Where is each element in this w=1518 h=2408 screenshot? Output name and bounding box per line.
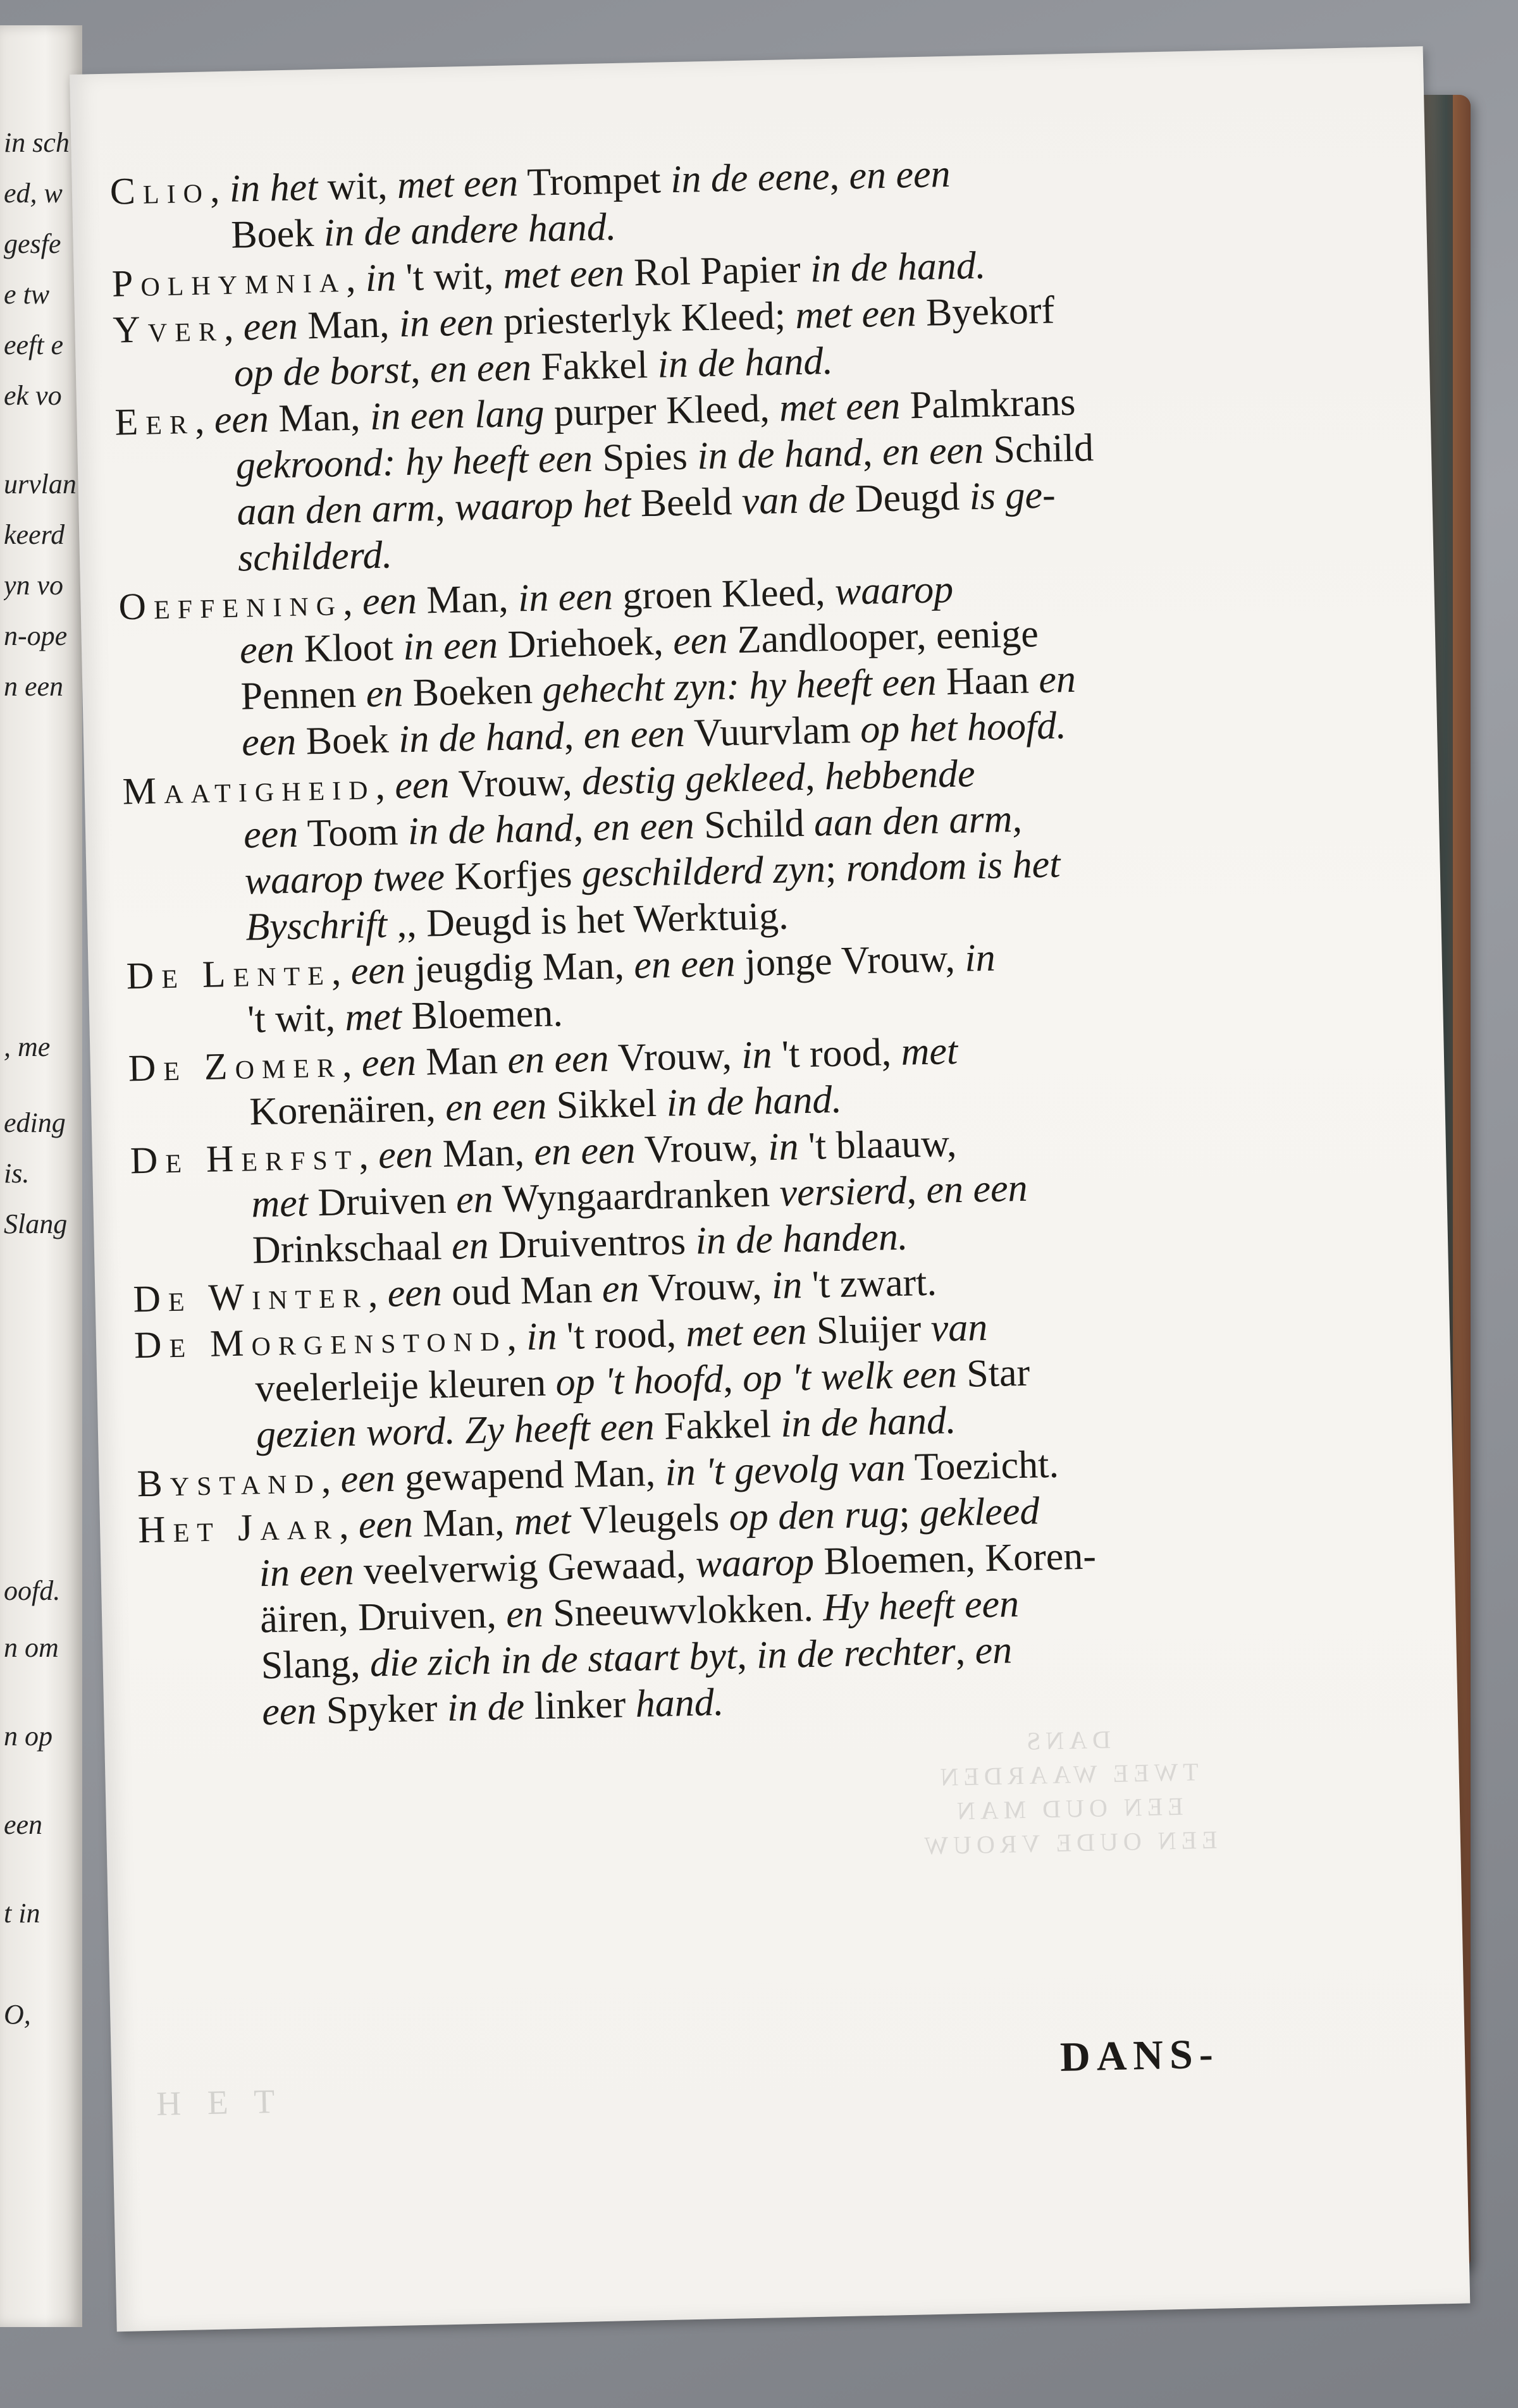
- text-segment: Toezicht.: [904, 1442, 1059, 1489]
- left-page-fragment: t in: [4, 1898, 40, 1929]
- text-segment: en een: [429, 345, 532, 391]
- entry-heading: De Winter: [132, 1273, 369, 1320]
- text-segment: in de hand.: [780, 1399, 957, 1446]
- text-segment: in een: [398, 300, 495, 346]
- entry-heading: Maatigheid: [122, 765, 376, 813]
- text-segment: ,: [209, 167, 230, 211]
- text-segment: met: [344, 995, 402, 1040]
- text-segment: een: [243, 812, 299, 857]
- text-segment: ,: [342, 1041, 362, 1086]
- text-segment: ,: [564, 714, 584, 758]
- text-segment: ,: [906, 1169, 927, 1212]
- text-segment: een: [243, 304, 299, 349]
- text-segment: een: [241, 720, 297, 765]
- text-segment: waarop: [695, 1540, 815, 1586]
- text-segment: Palmkrans: [899, 380, 1077, 427]
- text-segment: op den rug: [728, 1492, 900, 1539]
- text-segment: Druiven: [307, 1178, 457, 1225]
- text-segment: met een: [794, 292, 917, 338]
- text-segment: en een: [633, 942, 736, 987]
- text-segment: op de borst: [233, 348, 411, 395]
- text-segment: ,: [410, 348, 431, 391]
- text-segment: purper Kleed,: [543, 386, 780, 435]
- text-segment: Star: [956, 1351, 1030, 1396]
- text-segment: met: [250, 1181, 309, 1226]
- text-segment: hebbende: [824, 752, 976, 799]
- text-segment: Man,: [432, 1131, 535, 1176]
- text-segment: rondom is het: [845, 842, 1061, 890]
- text-segment: ,: [862, 431, 883, 474]
- text-segment: ,: [736, 1633, 757, 1678]
- show-through-text: DANS TWEE WAARDEN EEN OUD MAN EEN OUDE VROUW: [918, 1725, 1218, 1860]
- text-segment: en: [365, 672, 404, 716]
- entry-heading: De Morgenstond: [133, 1316, 507, 1367]
- text-segment: gezien word. Zy heeft een: [256, 1405, 655, 1457]
- left-page-fragment: in sch: [4, 127, 70, 158]
- text-segment: in een: [258, 1550, 355, 1595]
- text-segment: aan den arm: [236, 486, 436, 534]
- text-segment: Sluijer: [806, 1306, 932, 1353]
- text-segment: in de andere hand.: [323, 205, 617, 255]
- text-segment: Beeld: [630, 479, 743, 525]
- text-segment: in: [365, 256, 397, 300]
- text-segment: ,, Deugd is het Werktuig.: [386, 894, 789, 946]
- text-segment: in de hand: [407, 806, 574, 854]
- text-segment: Pennen: [240, 672, 367, 718]
- text-segment: in een lang: [369, 391, 545, 439]
- text-segment: ,: [358, 1134, 379, 1177]
- text-segment: 't rood,: [556, 1312, 687, 1358]
- text-segment: Sneeuwvlokken.: [543, 1586, 824, 1635]
- text-segment: een: [214, 397, 269, 442]
- text-segment: 't blaauw,: [798, 1122, 958, 1169]
- text-segment: in de handen.: [694, 1215, 909, 1263]
- text-segment: Zandlooper, eenige: [727, 612, 1039, 662]
- catchword: DANS-: [1059, 2030, 1220, 2080]
- text-segment: Wyngaardranken: [492, 1171, 781, 1221]
- text-segment: ,: [194, 398, 215, 442]
- text-segment: Deugd: [844, 475, 970, 521]
- text-segment: en een: [848, 152, 951, 198]
- text-segment: met: [514, 1499, 572, 1544]
- show-through-mark: H E T: [156, 2082, 284, 2123]
- left-page-fragment: n-ope: [4, 620, 68, 651]
- text-segment: Sikkel: [546, 1081, 667, 1127]
- text-segment: Vleugels: [570, 1496, 730, 1542]
- text-segment: Haan: [935, 658, 1039, 704]
- text-segment: ,: [331, 950, 352, 993]
- text-segment: Fakkel: [653, 1402, 782, 1449]
- text-segment: 't rood,: [771, 1030, 902, 1077]
- text-segment: oud Man: [441, 1267, 603, 1315]
- text-segment: Druiventros: [488, 1219, 696, 1267]
- text-segment: ,: [435, 486, 455, 530]
- text-segment: in de hand: [398, 714, 565, 761]
- text-segment: Man: [416, 1038, 509, 1084]
- text-segment: Kloot: [293, 625, 404, 671]
- text-segment: en een: [445, 1084, 547, 1129]
- left-page-fragment: e tw: [4, 279, 50, 310]
- text-segment: ,: [320, 1458, 342, 1502]
- text-segment: op het hoofd.: [860, 704, 1067, 752]
- entry: [137, 1483, 1305, 1738]
- text-segment: jonge Vrouw,: [734, 937, 966, 985]
- text-segment: Driehoek,: [497, 620, 674, 667]
- text-segment: een: [358, 1502, 414, 1547]
- text-segment: waarop het: [454, 482, 631, 529]
- text-segment: schilderd.: [237, 533, 393, 580]
- text-segment: een: [340, 1456, 396, 1501]
- text-segment: Boeken: [402, 668, 543, 715]
- text-segment: en: [602, 1267, 640, 1311]
- text-segment: ,: [829, 154, 850, 198]
- entry-heading: Eer: [114, 399, 195, 443]
- text-segment: Drinkschaal: [252, 1224, 452, 1272]
- text-segment: Hy heeft een: [822, 1582, 1020, 1630]
- text-segment: met: [900, 1029, 958, 1074]
- left-page-fragment: eding: [4, 1107, 66, 1138]
- text-segment: ,: [722, 1357, 743, 1401]
- text-segment: ,: [223, 305, 244, 349]
- left-page-fragment: gesfe: [4, 228, 61, 259]
- text-segment: met een: [685, 1310, 808, 1356]
- entry-heading: De Zomer: [128, 1043, 343, 1090]
- text-segment: waarop: [834, 567, 954, 613]
- text-segment: ,: [954, 1629, 976, 1673]
- text-segment: wit,: [317, 164, 398, 209]
- text-segment: met een: [397, 161, 519, 207]
- text-segment: in de: [447, 1685, 525, 1730]
- text-segment: Byekorf: [915, 288, 1055, 335]
- left-page-fragment: ed, w: [4, 178, 63, 209]
- text-segment: waarop twee: [244, 855, 445, 903]
- text-segment: Korenäiren,: [249, 1086, 446, 1134]
- text-segment: en: [974, 1628, 1013, 1673]
- text-segment: een: [386, 1271, 443, 1315]
- left-page-fragment: is.: [4, 1158, 30, 1189]
- text-segment: ,: [506, 1315, 527, 1359]
- text-segment: ,: [805, 755, 825, 799]
- text-segment: Spies: [592, 434, 698, 480]
- text-segment: 't zwart.: [801, 1260, 937, 1307]
- text-segment: in 't gevolg van: [664, 1446, 906, 1494]
- left-page-fragment: ek vo: [4, 380, 62, 411]
- text-segment: Schild: [983, 426, 1094, 472]
- text-segment: veelerleije kleuren: [254, 1361, 557, 1411]
- text-segment: is ge-: [968, 473, 1056, 519]
- left-page-fragment: eeft e: [4, 329, 64, 360]
- text-segment: ,: [367, 1272, 388, 1316]
- text-segment: ,: [342, 580, 363, 624]
- left-page-fragment: een: [4, 1809, 43, 1840]
- entry: [122, 744, 1290, 953]
- text-segment: Trompet: [517, 158, 671, 205]
- text-segment: ,: [345, 257, 366, 300]
- text-segment: een: [350, 949, 406, 993]
- left-page-fragment: Slang: [4, 1208, 68, 1239]
- text-segment: een: [239, 627, 295, 672]
- entry: [118, 560, 1286, 768]
- left-page-fragment: yn vo: [4, 570, 64, 601]
- left-page-fragment: oofd.: [4, 1575, 61, 1606]
- text-segment: in de rechter: [756, 1630, 956, 1677]
- text-segment: Bloemen.: [401, 992, 564, 1038]
- text-segment: die zich in de staart byt: [369, 1634, 737, 1685]
- text-segment: en een: [882, 428, 984, 474]
- text-segment: in de hand.: [665, 1078, 842, 1125]
- entry-heading: De Lente: [126, 950, 332, 997]
- text-segment: Man,: [268, 395, 371, 441]
- text-segment: in: [771, 1263, 803, 1308]
- text-segment: hand.: [635, 1680, 724, 1726]
- entry: [114, 375, 1282, 584]
- entry-heading: Yver: [112, 306, 225, 351]
- text-segment: in een: [517, 575, 614, 620]
- text-segment: en: [455, 1177, 494, 1222]
- text-segment: Boek: [295, 718, 399, 763]
- text-segment: Toom: [297, 810, 409, 856]
- text-segment: Rol Papier: [623, 247, 811, 295]
- entry-heading: Clio: [109, 168, 211, 212]
- text-segment: Slang,: [261, 1642, 371, 1688]
- text-segment: een: [672, 618, 728, 663]
- text-segment: Man,: [297, 302, 400, 348]
- text-segment: Vuurvlam: [684, 708, 861, 755]
- entry: [133, 1298, 1300, 1461]
- text-segment: veelverwig Gewaad,: [353, 1542, 696, 1594]
- entry-heading: Het Jaar: [137, 1504, 340, 1551]
- text-segment: gewapend Man,: [394, 1451, 666, 1500]
- text-segment: in de hand: [696, 431, 863, 478]
- text-segment: Korfjes: [444, 852, 583, 899]
- text-segment: in de eene: [670, 154, 830, 202]
- text-segment: Vrouw,: [448, 760, 583, 806]
- text-segment: 't wit,: [247, 996, 346, 1041]
- text-segment: en: [1038, 657, 1077, 702]
- text-segment: en een: [925, 1166, 1028, 1212]
- text-segment: in de hand.: [657, 339, 834, 386]
- text-segment: gekroond: hy heeft een: [235, 436, 593, 488]
- text-segment: een: [394, 763, 450, 808]
- text-segment: ;: [825, 847, 847, 891]
- left-page-fragment: urvlan: [4, 469, 77, 500]
- text-segment: met een: [502, 251, 625, 297]
- text-segment: Byschrift: [245, 902, 388, 949]
- text-segment: Man,: [416, 577, 519, 622]
- text-segment: Man,: [412, 1500, 515, 1546]
- text-segment: gehecht zyn: hy heeft een: [541, 660, 937, 712]
- text-segment: een: [362, 579, 417, 624]
- text-segment: geschilderd zyn: [581, 847, 826, 896]
- text-segment: groen Kleed,: [612, 570, 836, 618]
- text-segment: op 't welk een: [742, 1353, 958, 1401]
- entry-heading: Polhymnia: [111, 257, 347, 305]
- text-segment: jeugdig Man,: [405, 943, 635, 992]
- text-segment: Vrouw,: [634, 1126, 768, 1172]
- text-segment: Vrouw,: [608, 1034, 743, 1080]
- text-segment: met een: [779, 384, 901, 430]
- left-page-fragment: O,: [4, 1999, 31, 2030]
- text-segment: Bloemen, Koren-: [813, 1534, 1097, 1583]
- text-segment: in: [741, 1033, 773, 1078]
- book-page: [70, 46, 1470, 2331]
- text-segment: van de: [741, 477, 846, 523]
- text-segment: äiren, Druiven,: [259, 1593, 507, 1642]
- entry-heading: De Herfst: [130, 1134, 359, 1182]
- entry-heading: Bystand: [136, 1459, 322, 1505]
- text-segment: ,: [338, 1503, 359, 1547]
- entry-heading: Oeffening: [118, 581, 343, 628]
- text-segment: en een: [507, 1036, 610, 1082]
- text-segment: en een: [533, 1128, 636, 1174]
- text-segment: van: [930, 1306, 988, 1350]
- text-segment: in het: [229, 165, 319, 211]
- text-segment: en een: [592, 804, 695, 849]
- text-segment: een: [261, 1689, 318, 1734]
- text-segment: ,: [572, 806, 594, 850]
- text-segment: in: [526, 1315, 558, 1359]
- text-segment: in: [767, 1125, 799, 1169]
- text-segment: en: [451, 1224, 490, 1268]
- text-segment: versierd: [779, 1169, 908, 1215]
- left-page: [0, 25, 82, 2327]
- text-segment: linker: [524, 1682, 636, 1728]
- left-page-fragment: n op: [4, 1721, 52, 1752]
- text-segment: in: [964, 936, 996, 980]
- text-segment: destig gekleed: [581, 755, 806, 804]
- text-segment: en een: [583, 711, 686, 758]
- text-segment: Schild: [693, 801, 815, 847]
- text-segment: Spyker: [316, 1686, 448, 1733]
- text-segment: Vrouw,: [638, 1264, 772, 1310]
- left-page-fragment: n een: [4, 671, 64, 702]
- text-segment: ,: [374, 764, 396, 808]
- text-segment: en: [505, 1592, 544, 1637]
- entry: [130, 1114, 1296, 1276]
- text-segment: op 't hoofd: [555, 1357, 724, 1404]
- left-page-fragment: n om: [4, 1632, 59, 1663]
- text-segment: 't wit,: [395, 254, 504, 300]
- text-segment: gekleed: [919, 1489, 1040, 1535]
- text-segment: in een: [402, 624, 498, 669]
- text-segment: Boek: [230, 211, 324, 257]
- text-segment: in de hand.: [810, 243, 987, 291]
- left-page-fragment: keerd: [4, 519, 65, 550]
- text-segment: een: [361, 1040, 417, 1085]
- text-segment: priesterlyk Kleed;: [493, 294, 796, 344]
- page-text: [109, 144, 1306, 1738]
- text-segment: ;: [898, 1492, 920, 1536]
- text-segment: aan den arm,: [813, 797, 1023, 845]
- left-page-fragment: , me: [4, 1031, 51, 1062]
- text-segment: een: [378, 1133, 434, 1177]
- text-segment: Fakkel: [531, 343, 658, 389]
